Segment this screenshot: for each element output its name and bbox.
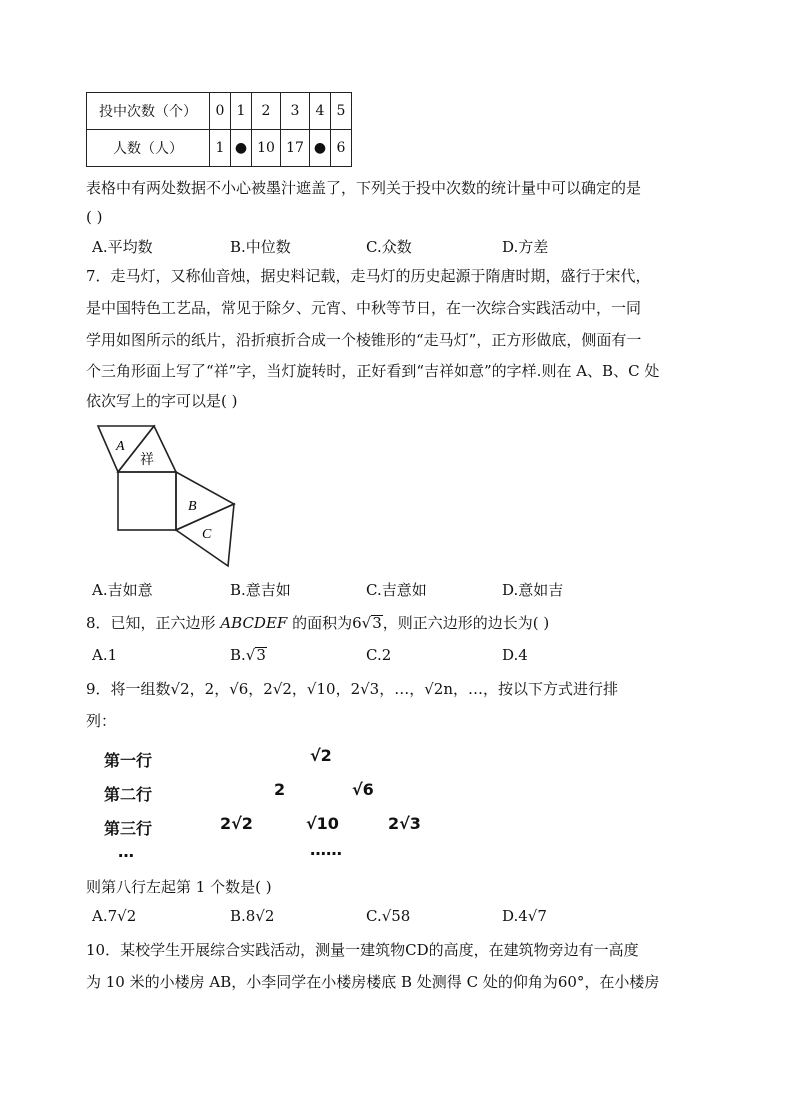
q6-option-c: C.众数 bbox=[366, 238, 412, 256]
q7-line-5: 依次写上的字可以是( ) bbox=[86, 392, 238, 410]
q7-line-2: 是中国特色工艺品，常见于除夕、元宵、中秋等节日，在一次综合实践活动中，一同 bbox=[86, 299, 642, 317]
q8-text-pre: 8．已知，正六边形 bbox=[86, 614, 221, 632]
q8-option-c: C.2 bbox=[366, 646, 392, 664]
table-row-label: 人数（人） bbox=[87, 130, 210, 167]
arrangement-item: √10 bbox=[306, 814, 339, 833]
arrangement-row-label: … bbox=[118, 842, 134, 861]
q8-text-mid: 的面积为6 bbox=[287, 614, 362, 632]
q9-option-d: D.4√7 bbox=[502, 907, 547, 925]
table-row bbox=[87, 93, 352, 130]
q10-line-1: 10．某校学生开展综合实践活动，测量一建筑物CD的高度，在建筑物旁边有一高度 bbox=[86, 941, 639, 959]
table-cell: 2 bbox=[252, 93, 281, 130]
arrangement-item: 2√3 bbox=[388, 814, 421, 833]
q9-question: 则第八行左起第 1 个数是( ) bbox=[86, 878, 272, 896]
q6-option-a: A.平均数 bbox=[92, 238, 153, 256]
q8-option-a: A.1 bbox=[92, 646, 118, 664]
q8-radicand: 3 bbox=[372, 614, 382, 632]
triangle-b bbox=[176, 472, 234, 530]
q8-option-b-label: B. bbox=[230, 646, 246, 664]
table-cell: 5 bbox=[331, 93, 352, 130]
q8-text bbox=[86, 612, 549, 633]
table-header-label: 投中次数（个） bbox=[87, 93, 210, 130]
q9-option-b: B.8√2 bbox=[230, 907, 275, 925]
table-cell: 1 bbox=[210, 130, 231, 167]
q7-option-c: C.吉意如 bbox=[366, 581, 427, 599]
q8-option-d: D.4 bbox=[502, 646, 528, 664]
q8-option-b bbox=[230, 646, 267, 664]
arrangement-row-label: 第一行 bbox=[104, 751, 153, 770]
arrangement-row-label: 第二行 bbox=[104, 785, 153, 804]
q6-option-d: D.方差 bbox=[502, 238, 549, 256]
score-table bbox=[86, 92, 352, 167]
arrangement-item: …… bbox=[310, 840, 342, 859]
sqrt-icon: √ bbox=[245, 646, 256, 664]
square-base bbox=[118, 472, 176, 530]
table-cell: 3 bbox=[281, 93, 310, 130]
q7-option-d: D.意如吉 bbox=[502, 581, 564, 599]
q7-option-b: B.意吉如 bbox=[230, 581, 291, 599]
q7-line-1: 7．走马灯，又称仙音烛，据史料记载，走马灯的历史起源于隋唐时期，盛行于宋代， bbox=[86, 267, 651, 285]
q9-option-a: A.7√2 bbox=[92, 907, 137, 925]
q6-option-b: B.中位数 bbox=[230, 238, 291, 256]
table-cell: 0 bbox=[210, 93, 231, 130]
q6-text: 表格中有两处数据不小心被墨汁遮盖了，下列关于投中次数的统计量中可以确定的是 bbox=[86, 179, 642, 197]
q8-option-b-radicand: 3 bbox=[256, 646, 266, 664]
label-a: A bbox=[116, 439, 125, 454]
table-cell: 4 bbox=[310, 93, 331, 130]
q8-text-post: ，则正六边形的边长为( ) bbox=[382, 614, 550, 632]
arrangement-item: √2 bbox=[310, 746, 332, 765]
q10-line-2: 为 10 米的小楼房 AB，小李同学在小楼房楼底 B 处测得 C 处的仰角为60°，在小楼房 bbox=[86, 973, 660, 991]
table-cell: ● bbox=[310, 130, 331, 167]
table-cell: 6 bbox=[331, 130, 352, 167]
q8-hexagon-name: ABCDEF bbox=[220, 614, 288, 632]
q6-paren: ( ) bbox=[86, 208, 103, 226]
lantern-net-figure bbox=[90, 420, 250, 570]
q9-line-1: 9．将一组数√2，2，√6，2√2，√10，2√3，…，√2n，…，按以下方式进行排 bbox=[86, 680, 618, 698]
table-cell: ● bbox=[231, 130, 252, 167]
q9-line-2: 列： bbox=[86, 712, 117, 730]
label-xiang: 祥 bbox=[140, 452, 154, 468]
q7-line-4: 个三角形面上写了“祥”字，当灯旋转时，正好看到“吉祥如意”的字样.则在 A、B、C 处 bbox=[86, 362, 660, 380]
arrangement-item: 2√2 bbox=[220, 814, 253, 833]
label-c: C bbox=[202, 527, 212, 542]
table-row bbox=[87, 130, 352, 167]
q9-option-c: C.√58 bbox=[366, 907, 411, 925]
arrangement-item: 2 bbox=[274, 780, 286, 799]
q7-line-3: 学用如图所示的纸片，沿折痕折合成一个棱锥形的“走马灯”，正方形做底，侧面有一 bbox=[86, 331, 642, 349]
table-cell: 10 bbox=[252, 130, 281, 167]
sqrt-icon: √ bbox=[361, 614, 372, 632]
table-cell: 1 bbox=[231, 93, 252, 130]
q7-option-a: A.吉如意 bbox=[92, 581, 153, 599]
label-b: B bbox=[188, 499, 197, 514]
arrangement-row-label: 第三行 bbox=[104, 819, 153, 838]
table-cell: 17 bbox=[281, 130, 310, 167]
arrangement-item: √6 bbox=[352, 780, 374, 799]
